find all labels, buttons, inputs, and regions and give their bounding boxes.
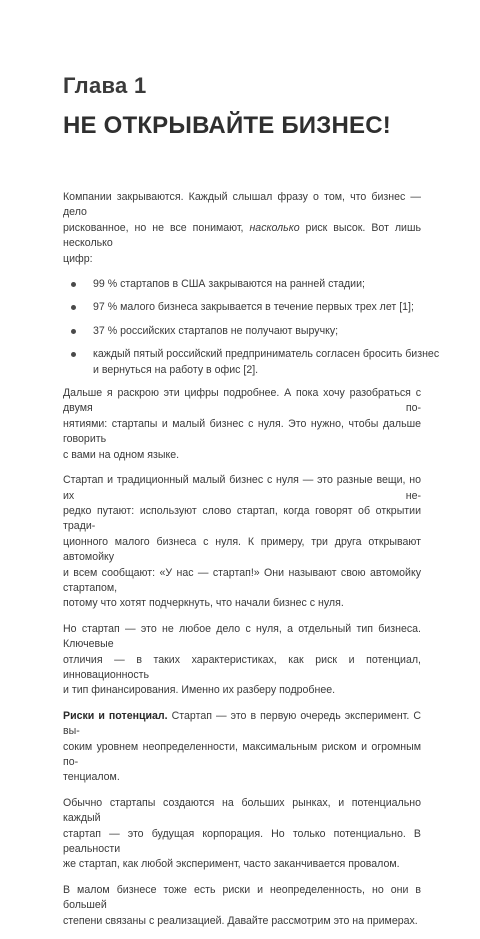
text-line: Стартап и традиционный малый бизнес с нуля — это разные вещи, но их не- <box>63 474 421 502</box>
paragraph <box>63 796 421 873</box>
text-line: стартап — это будущая корпорация. Но только потенциально. В реальности <box>63 827 421 856</box>
text-line: Дальше я раскрою эти цифры подробнее. А пока хочу разобраться с двумя по- <box>63 387 421 415</box>
text-line: нятиями: стартапы и малый бизнес с нуля. Это нужно, чтобы дальше говорить <box>63 417 421 446</box>
text-line: Компании закрываются. Каждый слышал фразу о том, что бизнес — дело <box>63 191 421 219</box>
intro-paragraph <box>63 190 421 267</box>
emphasis-text: насколько <box>249 221 300 234</box>
text-line: и всем сообщают: «У нас — стартап!» Они называют свою автомойку стартапом, <box>63 566 421 594</box>
paragraph <box>63 622 421 699</box>
bullet-icon <box>71 282 76 287</box>
text-line: Обычно стартапы создаются на больших рынках, и потенциально каждый <box>63 796 421 825</box>
text-line <box>63 221 421 252</box>
text-line: ционного малого бизнеса с нуля. К примеру, три друга открывают автомойку <box>63 535 421 564</box>
text-line: и тип финансирования. Именно их разберу подробнее. <box>63 684 336 697</box>
text-run: рискованное, но не все понимают, <box>63 221 250 234</box>
text-line: Риски и потенциал. Стартап — это в первую очередь эксперимент. С вы- <box>63 709 422 738</box>
text-line: с вами на одном языке. <box>63 448 180 461</box>
list-item: 97 % малого бизнеса закрывается в течение первых трех лет [1]; <box>63 300 421 315</box>
text-line: потому что хотят подчеркнуть, что начали бизнес с нуля. <box>63 597 344 610</box>
paragraph <box>63 473 421 612</box>
paragraph <box>63 386 421 463</box>
body-text <box>63 190 440 939</box>
stats-list <box>63 277 440 378</box>
chapter-label: Глава 1 <box>63 73 147 98</box>
text-line: же стартап, как любой эксперимент, часто заканчивается провалом. <box>63 858 400 871</box>
text-line: соким уровнем неопределенности, максимальным риском и огромным по- <box>63 740 421 768</box>
bold-lead: Риски и потенциал. <box>63 709 168 722</box>
list-item: каждый пятый российский предприниматель согласен бросить бизнес и вернуться на работу в офис [2]. <box>63 347 421 378</box>
list-item: 37 % российских стартапов не получают выручку; <box>63 324 421 339</box>
paragraph <box>63 709 421 786</box>
bullet-icon <box>71 352 76 357</box>
text-line: В малом бизнесе тоже есть риски и неопределенность, но они в большей <box>63 883 421 912</box>
bullet-icon <box>71 329 76 334</box>
text-line: тенциалом. <box>63 771 120 784</box>
bullet-icon <box>71 305 76 310</box>
list-item: 99 % стартапов в США закрываются на ранней стадии; <box>63 277 421 292</box>
text-run: риск высок. Вот лишь несколько <box>63 221 421 250</box>
text-line: редко путают: используют слово стартап, когда говорят об открытии тради- <box>63 504 421 533</box>
text-line: степени связаны с реализацией. Давайте рассмотрим это на примерах. <box>63 914 418 927</box>
text-line: Но стартап — это не любое дело с нуля, а отдельный тип бизнеса. Ключевые <box>63 622 421 651</box>
paragraph <box>63 883 421 929</box>
chapter-title: НЕ ОТКРЫВАЙТЕ БИЗНЕС! <box>63 112 391 139</box>
text-line: цифр: <box>63 252 93 265</box>
text-line: отличия — в таких характеристиках, как риск и потенциал, инновационность <box>63 653 421 681</box>
